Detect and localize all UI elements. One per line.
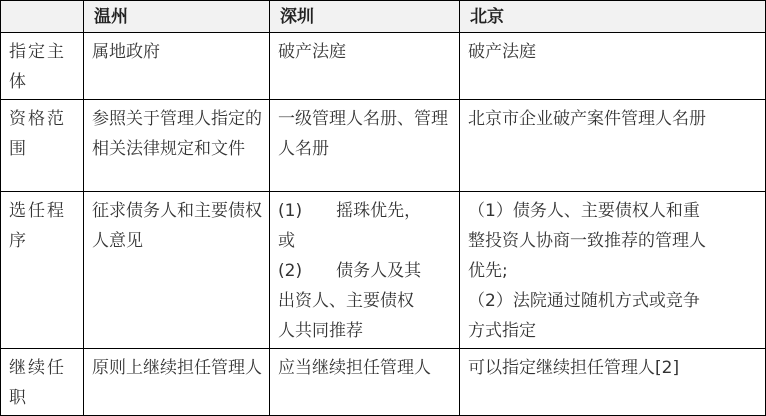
cell-wenzhou: 原则上继续担任管理人	[84, 349, 270, 416]
header-shenzhen: 深圳	[270, 1, 460, 33]
row-label-designating-body: 指定主体	[1, 33, 84, 100]
row-label-qualification-scope: 资格范围	[1, 100, 84, 192]
cell-line: （1）债务人、主要债权人和重	[468, 201, 700, 221]
cell-beijing: 北京市企业破产案件管理人名册	[460, 100, 766, 192]
table-row	[1, 192, 766, 349]
header-beijing: 北京	[460, 1, 766, 33]
cell-line: 方式指定	[468, 321, 536, 341]
header-corner	[1, 1, 84, 33]
cell-beijing	[460, 192, 766, 349]
header-wenzhou: 温州	[84, 1, 270, 33]
cell-line: 出资人、主要债权	[278, 291, 414, 311]
cell-line: (2) 债务人及其	[278, 261, 422, 281]
cell-line: (1) 摇珠优先，	[278, 201, 422, 221]
row-label-continued-service: 继续任职	[1, 349, 84, 416]
cell-line: （2）法院通过随机方式或竞争	[468, 291, 700, 311]
cell-shenzhen: 破产法庭	[270, 33, 460, 100]
table-row	[1, 33, 766, 100]
cell-line: 整投资人协商一致推荐的管理人	[468, 231, 706, 251]
table-row	[1, 100, 766, 192]
cell-shenzhen: 应当继续担任管理人	[270, 349, 460, 416]
cell-beijing: 可以指定继续担任管理人[2]	[460, 349, 766, 416]
cell-line: 或	[278, 231, 295, 251]
cell-line: 人共同推荐	[278, 321, 363, 341]
table-row	[1, 349, 766, 416]
cell-wenzhou: 属地政府	[84, 33, 270, 100]
cell-shenzhen	[270, 192, 460, 349]
cell-shenzhen: 一级管理人名册、管理人名册	[270, 100, 460, 192]
row-label-selection-procedure: 选任程序	[1, 192, 84, 349]
header-row	[1, 1, 766, 33]
cell-wenzhou: 参照关于管理人指定的相关法律规定和文件	[84, 100, 270, 192]
cell-line: 优先;	[468, 261, 508, 281]
cell-wenzhou: 征求债务人和主要债权人意见	[84, 192, 270, 349]
cell-beijing: 破产法庭	[460, 33, 766, 100]
